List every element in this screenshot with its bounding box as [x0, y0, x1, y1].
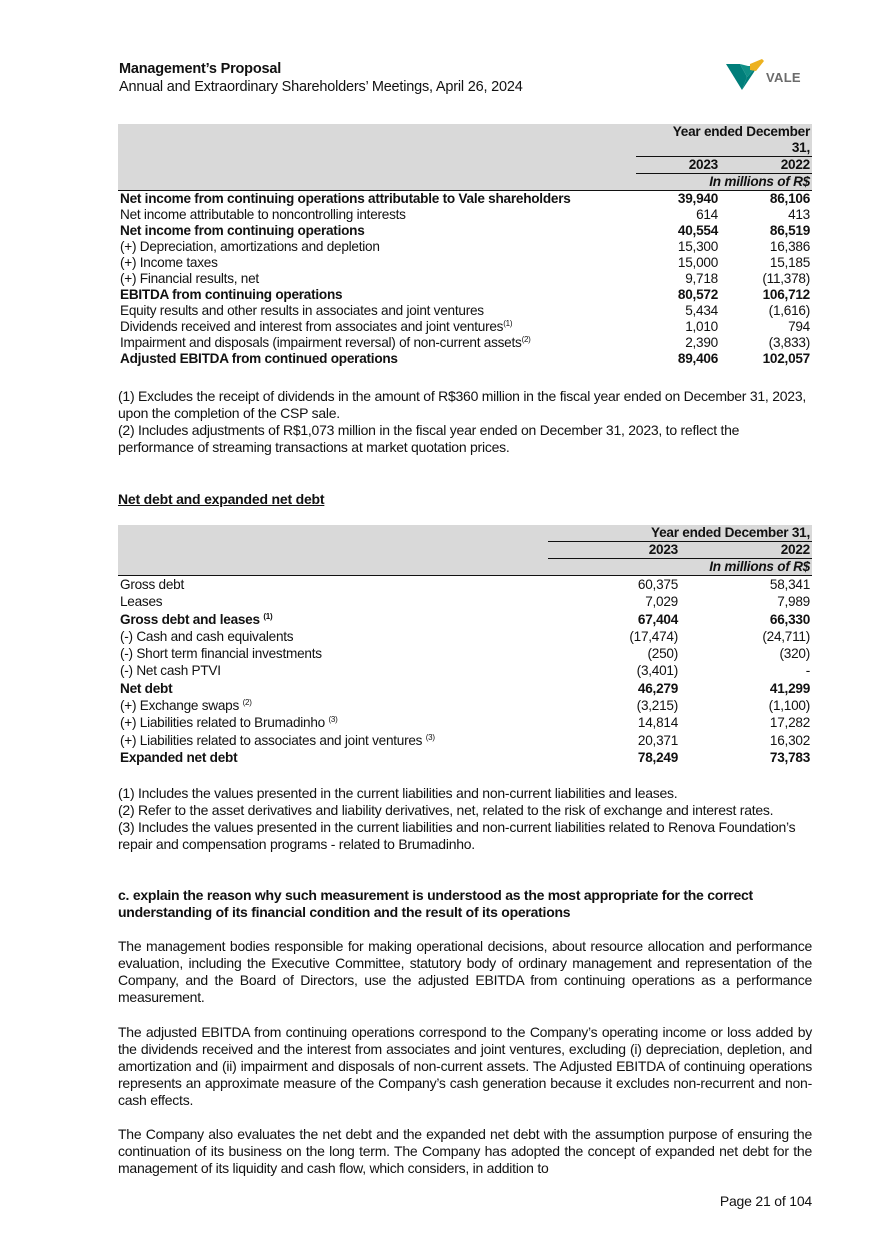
value-2022: 66,330: [769, 611, 810, 627]
row-label: [118, 697, 548, 714]
footnote-ref: (2): [521, 335, 531, 344]
table-row: [118, 223, 812, 239]
value-2023: 15,000: [677, 255, 718, 270]
value-2023: 46,279: [637, 680, 678, 696]
value-2023: (3,215): [636, 698, 678, 714]
vale-logo: [726, 58, 816, 92]
row-label: [118, 319, 636, 335]
value-2022: (320): [779, 646, 810, 662]
value-2023: 40,554: [677, 223, 718, 238]
page-number: Page 21 of 104: [719, 1193, 812, 1209]
value-2022: 17,282: [769, 715, 810, 731]
row-label-text: Gross debt and leases: [120, 611, 264, 627]
table-row: [118, 255, 812, 271]
row-label: [118, 732, 548, 749]
section-c-paragraph-3: The Company also evaluates the net debt and the expanded net debt with the assumption purpose of ensuring the continuation of its business on the long term. The Company has adopted the concept of expanded net debt for the management of its liquidity and cash flow, which considers, in addition to: [118, 1126, 812, 1176]
period-header: Year ended December 31,: [548, 525, 812, 542]
footnote-1: (1) Includes the values presented in the current liabilities and non-current liabilities and leases.: [118, 785, 678, 801]
year-2022-header: 2022: [680, 542, 812, 559]
row-label: [118, 714, 548, 731]
value-2023: (3,401): [636, 663, 678, 679]
row-label: [118, 628, 548, 645]
value-2023: 20,371: [637, 732, 678, 748]
table-row: [118, 303, 812, 319]
value-2022: 794: [788, 319, 810, 334]
vale-logo-icon: [726, 58, 766, 92]
row-label: [118, 239, 636, 255]
value-2023: 80,572: [677, 287, 718, 302]
value-2022: (11,378): [762, 271, 810, 286]
value-2022: 86,106: [769, 191, 810, 206]
table-row: [118, 628, 812, 645]
year-2023-header: 2023: [548, 542, 680, 559]
table-row: [118, 680, 812, 697]
table-row: [118, 207, 812, 223]
row-label-text: Expanded net debt: [120, 749, 238, 765]
row-label-text: Equity results and other results in associates and joint ventures: [120, 303, 484, 318]
table-row: [118, 662, 812, 679]
value-2023: 60,375: [637, 577, 678, 592]
table-row: [118, 593, 812, 610]
value-2022: 102,057: [762, 351, 810, 366]
row-label: [118, 351, 636, 367]
footnote-2: (2) Refer to the asset derivatives and liability derivatives, net, related to the risk of exchange and interest rates.: [118, 802, 774, 818]
footnote-3: (3) Includes the values presented in the current liabilities and non-current liabilities related to Renova Foundation’s repair and compensation programs - related to Brumadinho.: [118, 819, 796, 852]
row-label: [118, 303, 636, 319]
section-c-heading: c. explain the reason why such measurement is understood as the most appropriate for the correct understanding of its financial condition and the result of its operations: [118, 887, 753, 920]
footnote-2: (2) Includes adjustments of R$1,073 million in the fiscal year ended on December 31, 2023, to reflect the performance of streaming transactions at market quotation prices.: [118, 422, 740, 455]
row-label-text: (+) Financial results, net: [120, 271, 259, 286]
table-row: [118, 645, 812, 662]
row-label: [118, 335, 636, 351]
unit-header: In millions of R$: [548, 559, 812, 576]
row-label: [118, 287, 636, 303]
row-label-text: Net income from continuing operations: [120, 223, 365, 238]
row-label: [118, 645, 548, 662]
row-label-text: Net income from continuing operations attributable to Vale shareholders: [120, 191, 571, 206]
document-subtitle: Annual and Extraordinary Shareholders’ Meetings, April 26, 2024: [119, 79, 523, 95]
value-2022: 41,299: [769, 680, 810, 696]
value-2023: 14,814: [637, 715, 678, 731]
row-label: [118, 576, 548, 594]
value-2023: (250): [647, 646, 678, 662]
value-2023: 78,249: [637, 749, 678, 765]
table-row: [118, 271, 812, 287]
unit-header: In millions of R$: [636, 174, 812, 191]
row-label-text: Net debt: [120, 680, 173, 696]
period-header: Year ended December 31,: [636, 124, 812, 157]
row-label-text: (+) Liabilities related to associates and joint ventures: [120, 732, 426, 748]
net-debt-table: [118, 525, 812, 766]
year-2023-header: 2023: [636, 157, 720, 174]
row-label-text: (-) Cash and cash equivalents: [120, 628, 294, 644]
value-2023: 39,940: [677, 191, 718, 206]
table-row: [118, 191, 812, 208]
value-2022: (24,711): [762, 628, 810, 644]
net-debt-heading: Net debt and expanded net debt: [118, 491, 325, 507]
value-2023: 7,029: [645, 594, 678, 610]
row-label: [118, 255, 636, 271]
value-2022: (1,100): [768, 698, 810, 714]
row-label-text: (+) Liabilities related to Brumadinho: [120, 715, 329, 731]
document-title: Management’s Proposal: [119, 61, 282, 77]
value-2023: 9,718: [685, 271, 718, 286]
value-2022: (1,616): [768, 303, 810, 318]
section-c-paragraph-1: The management bodies responsible for making operational decisions, about resource allocation and performance evaluation, including the Executive Committee, statutory body of ordinary management and representation of the Company, and the Board of Directors, use the adjusted EBITDA from continuing operations as a performance measurement.: [118, 938, 812, 1005]
row-label-text: (-) Short term financial investments: [120, 646, 322, 662]
value-2022: 15,185: [769, 255, 810, 270]
row-label-text: Adjusted EBITDA from continued operations: [120, 351, 398, 366]
row-label: [118, 207, 636, 223]
value-2023: 15,300: [677, 239, 718, 254]
value-2023: 5,434: [685, 303, 718, 318]
row-label-text: Gross debt: [120, 577, 184, 592]
value-2022: 7,989: [777, 594, 810, 610]
row-label: [118, 611, 548, 628]
footnote-ref: (3): [425, 732, 435, 742]
table-row: [118, 335, 812, 351]
row-label: [118, 593, 548, 610]
footnote-ref: (2): [242, 698, 252, 708]
value-2023: 89,406: [677, 351, 718, 366]
row-label-text: (+) Depreciation, amortizations and depletion: [120, 239, 380, 254]
table-row: [118, 749, 812, 766]
ebitda-footnotes: [118, 388, 812, 456]
row-label-text: Dividends received and interest from associates and joint ventures: [120, 319, 504, 334]
footnote-1: (1) Excludes the receipt of dividends in the amount of R$360 million in the fiscal year ended on December 31, 2023, upon the completion of the CSP sale.: [118, 388, 806, 421]
table-row: [118, 714, 812, 731]
row-label-text: Leases: [120, 594, 163, 610]
table-row: [118, 576, 812, 594]
footnote-ref: (1): [263, 611, 273, 621]
value-2022: 86,519: [769, 223, 810, 238]
row-label: [118, 680, 548, 697]
table-row: [118, 697, 812, 714]
ebitda-table: [118, 124, 812, 367]
value-2022: 58,341: [769, 577, 810, 592]
year-2022-header: 2022: [720, 157, 812, 174]
table-row: [118, 351, 812, 367]
table-row: [118, 611, 812, 628]
value-2022: 16,386: [769, 239, 810, 254]
value-2023: 2,390: [685, 335, 718, 350]
row-label-text: (-) Net cash PTVI: [120, 663, 221, 679]
net-debt-footnotes: [118, 785, 812, 853]
footnote-ref: (1): [503, 319, 513, 328]
row-label: [118, 749, 548, 766]
value-2022: 16,302: [769, 732, 810, 748]
row-label-text: EBITDA from continuing operations: [120, 287, 343, 302]
value-2022: 413: [788, 207, 810, 222]
value-2023: 67,404: [637, 611, 678, 627]
value-2023: 614: [696, 207, 718, 222]
value-2022: 73,783: [769, 749, 810, 765]
row-label-text: (+) Exchange swaps: [120, 698, 243, 714]
table-row: [118, 239, 812, 255]
row-label-text: Impairment and disposals (impairment reversal) of non-current assets: [120, 335, 522, 350]
row-label: [118, 271, 636, 287]
row-label: [118, 223, 636, 239]
table-row: [118, 287, 812, 303]
table-row: [118, 732, 812, 749]
value-2022: 106,712: [762, 287, 810, 302]
document-header: [119, 60, 819, 96]
row-label-text: Net income attributable to noncontrolling interests: [120, 207, 406, 222]
value-2022: -: [805, 663, 810, 679]
value-2023: (17,474): [629, 628, 678, 644]
footnote-ref: (3): [328, 715, 338, 725]
section-c-paragraph-2: The adjusted EBITDA from continuing operations correspond to the Company’s operating income or loss added by the dividends received and the interest from associates and joint ventures, excluding (i) depreciation, depletion, and amortization and (ii) impairment and disposals of non-current assets. The Adjusted EBITDA of continuing operations represents an approximate measure of the Company’s cash generation because it excludes non-recurrent and non-cash effects.: [118, 1024, 812, 1108]
row-label: [118, 191, 636, 208]
value-2023: 1,010: [685, 319, 718, 334]
row-label: [118, 662, 548, 679]
table-row: [118, 319, 812, 335]
value-2022: (3,833): [768, 335, 810, 350]
row-label-text: (+) Income taxes: [120, 255, 218, 270]
vale-logo-text: VALE: [766, 70, 801, 85]
